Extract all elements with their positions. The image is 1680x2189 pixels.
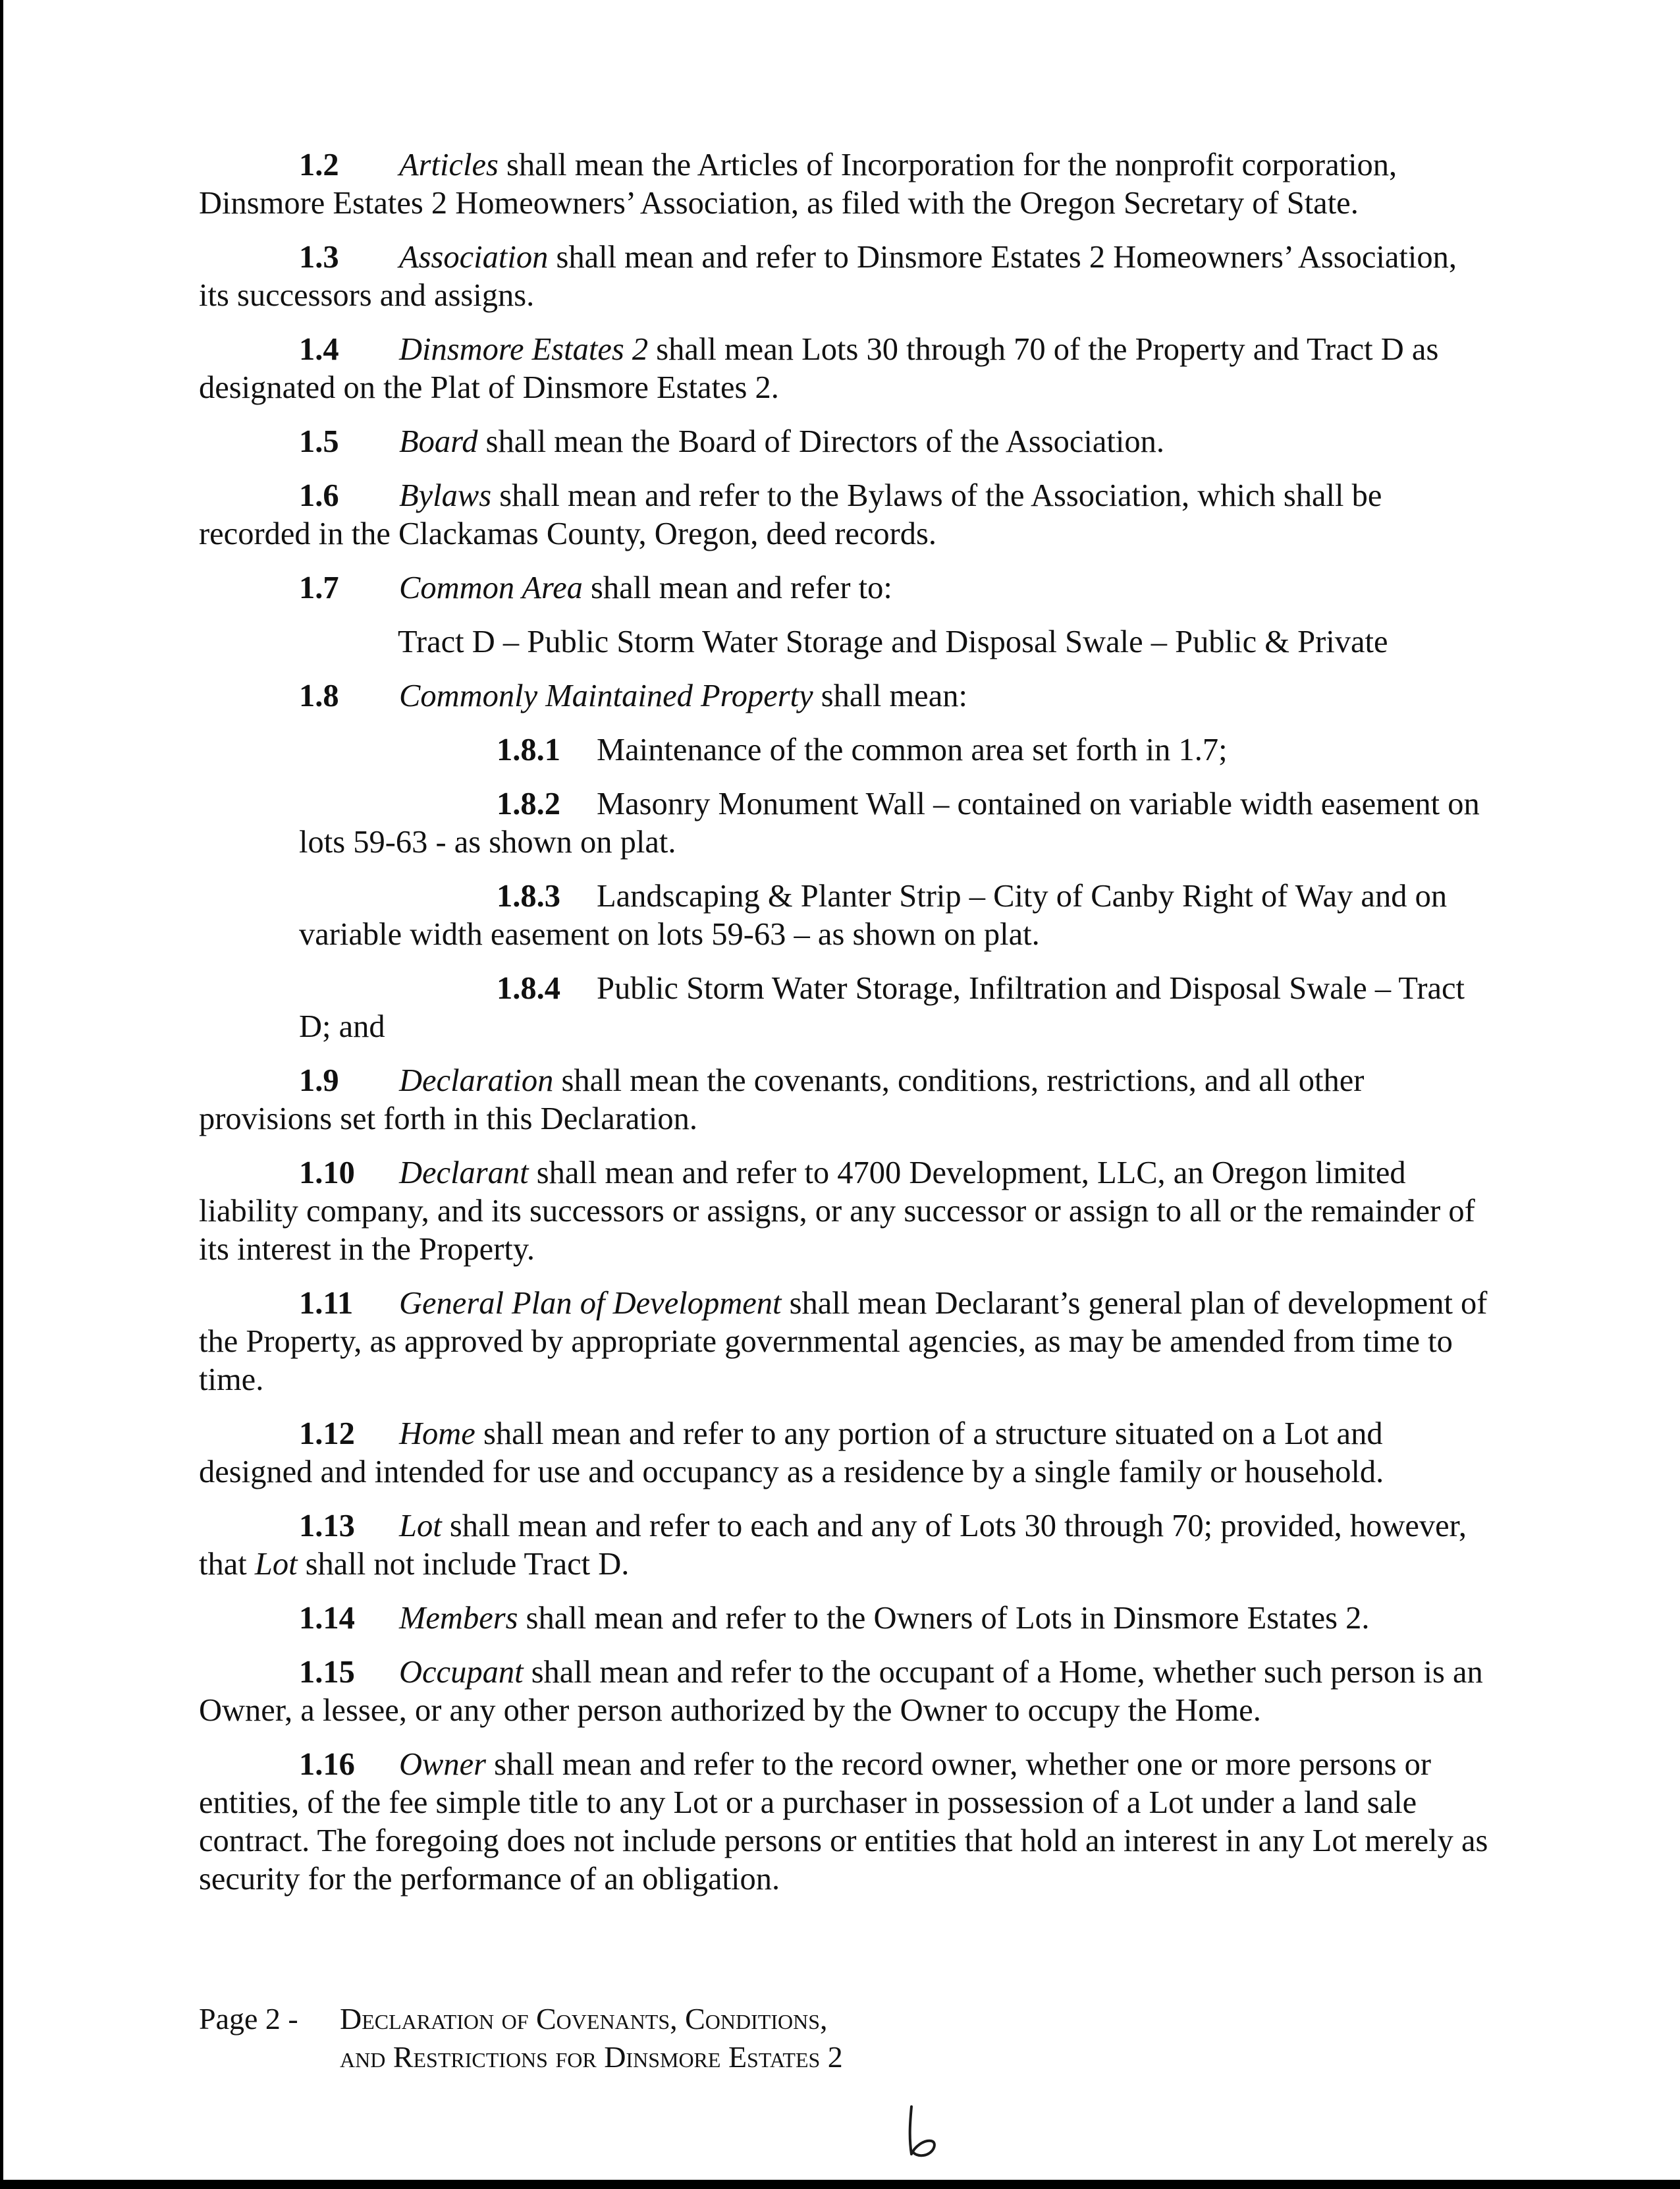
- definition-text: shall mean Lots 30 through 70 of the Property and Tract D as designated on the Plat of Dinsmore Estates 2.: [199, 332, 1439, 405]
- handwritten-initial-mark: [904, 2101, 943, 2161]
- definition-1-16: [199, 1746, 1493, 1898]
- definition-text: shall mean and refer to the record owner, whether one or more persons or entities, of the fee simple title to any Lot or a purchaser in possession of a Lot under a land sale contract. The foregoing does not include persons or entities that hold an interest in any Lot merely as security for the performance of an obligation.: [199, 1747, 1488, 1897]
- defined-term: Owner: [399, 1747, 487, 1782]
- section-number: 1.15: [299, 1655, 355, 1690]
- defined-term: Declarant: [399, 1155, 529, 1190]
- defined-term: Commonly Maintained Property: [399, 679, 813, 713]
- defined-term: Board: [399, 424, 478, 459]
- section-number: 1.6: [299, 478, 339, 513]
- definition-text-cont: shall not include Tract D.: [297, 1547, 630, 1582]
- footer-title-line-2: and Restrictions for Dinsmore Estates 2: [340, 2040, 843, 2074]
- definition-1-10: [199, 1154, 1493, 1269]
- definition-text: shall mean and refer to the Owners of Lots in Dinsmore Estates 2.: [518, 1601, 1370, 1636]
- definition-text: shall mean and refer to 4700 Development, LLC, an Oregon limited liability company, and its successors or assigns, or any successor or assign to all or the remainder of its interest in the Property.: [199, 1155, 1475, 1267]
- definition-1-4: [199, 331, 1493, 407]
- defined-term: Lot: [399, 1509, 442, 1543]
- defined-term: Declaration: [399, 1063, 554, 1098]
- sub-item-text: Landscaping & Planter Strip – City of Canby Right of Way and on variable width easement on lots 59-63 – as shown on plat.: [299, 879, 1448, 952]
- definition-1-5: [199, 423, 1493, 461]
- sub-item-1-8-1: [299, 731, 1493, 769]
- definition-text: shall mean and refer to Dinsmore Estates 2 Homeowners’ Association, its successors and assigns.: [199, 240, 1457, 313]
- defined-term: Dinsmore Estates 2: [399, 332, 649, 367]
- footer-row-2: [199, 2038, 843, 2076]
- definition-text: shall mean the Articles of Incorporation for the nonprofit corporation, Dinsmore Estates 2 Homeowners’ Association, as filed with the Oregon Secretary of State.: [199, 148, 1397, 221]
- definition-1-13: [199, 1507, 1493, 1584]
- sub-section-number: 1.8.1: [497, 733, 560, 767]
- section-number: 1.8: [299, 679, 339, 713]
- section-number: 1.14: [299, 1601, 355, 1636]
- definition-1-6: [199, 477, 1493, 553]
- defined-term: Articles: [399, 148, 499, 182]
- definition-1-7: [199, 569, 1493, 607]
- section-number: 1.11: [299, 1286, 354, 1321]
- sub-item-1-8-2: [299, 785, 1493, 862]
- footer-spacer: [199, 2038, 340, 2076]
- definitions-body: [199, 146, 1493, 1914]
- definition-1-12: [199, 1415, 1493, 1491]
- definition-text: shall mean Declarant’s general plan of development of the Property, as approved by appropriate governmental agencies, as may be amended from time to time.: [199, 1286, 1488, 1397]
- section-number: 1.5: [299, 424, 339, 459]
- definition-1-8: [199, 677, 1493, 715]
- definition-text: shall mean the covenants, conditions, restrictions, and all other provisions set forth in this Declaration.: [199, 1063, 1365, 1136]
- sub-item-text: Masonry Monument Wall – contained on variable width easement on lots 59-63 - as shown on plat.: [299, 787, 1480, 860]
- scan-border-bottom: [0, 2180, 1680, 2189]
- sub-item-1-8-4: [299, 970, 1493, 1046]
- definition-1-3: [199, 238, 1493, 315]
- defined-term: Common Area: [399, 570, 583, 605]
- section-number: 1.10: [299, 1155, 355, 1190]
- defined-term: Bylaws: [399, 478, 492, 513]
- section-number: 1.4: [299, 332, 339, 367]
- section-number: 1.9: [299, 1063, 339, 1098]
- defined-term: Members: [399, 1601, 518, 1636]
- defined-term: Home: [399, 1416, 475, 1451]
- sub-item-text: Public Storm Water Storage, Infiltration and Disposal Swale – Tract D; and: [299, 971, 1465, 1044]
- definition-text: shall mean the Board of Directors of the Association.: [477, 424, 1164, 459]
- section-number: 1.13: [299, 1509, 355, 1543]
- sub-section-number: 1.8.3: [497, 879, 560, 914]
- section-number: 1.7: [299, 570, 339, 605]
- definition-1-2: [199, 146, 1493, 223]
- scan-border-left: [0, 0, 3, 2189]
- definition-1-15: [199, 1653, 1493, 1730]
- page-footer: [199, 2000, 843, 2076]
- section-number: 1.3: [299, 240, 339, 275]
- sub-item-text: Maintenance of the common area set forth in 1.7;: [597, 733, 1228, 767]
- defined-term: Association: [399, 240, 549, 275]
- definition-text: shall mean and refer to any portion of a structure situated on a Lot and designed and intended for use and occupancy as a residence by a single family or household.: [199, 1416, 1384, 1489]
- section-number: 1.2: [299, 148, 339, 182]
- definition-text: shall mean and refer to:: [582, 570, 892, 605]
- definition-text: shall mean and refer to the Bylaws of the Association, which shall be recorded in the Clackamas County, Oregon, deed records.: [199, 478, 1382, 551]
- section-number: 1.12: [299, 1416, 355, 1451]
- sub-section-number: 1.8.2: [497, 787, 560, 821]
- definition-1-11: [199, 1285, 1493, 1399]
- definition-text: shall mean:: [813, 679, 967, 713]
- section-number: 1.16: [299, 1747, 355, 1782]
- definition-text: shall mean and refer to each and any of Lots 30 through 70; provided, however, that: [199, 1509, 1467, 1582]
- defined-term: General Plan of Development: [399, 1286, 782, 1321]
- definition-1-9: [199, 1062, 1493, 1138]
- defined-term: Occupant: [399, 1655, 524, 1690]
- footer-title-line-1: Declaration of Covenants, Conditions,: [340, 2002, 828, 2036]
- sub-section-number: 1.8.4: [497, 971, 560, 1006]
- definition-text: shall mean and refer to the occupant of a Home, whether such person is an Owner, a lessee, or any other person authorized by the Owner to occupy the Home.: [199, 1655, 1483, 1728]
- definition-1-14: [199, 1599, 1493, 1638]
- common-area-item: Tract D – Public Storm Water Storage and Disposal Swale – Public & Private: [398, 624, 1388, 659]
- defined-term-repeat: Lot: [254, 1547, 298, 1582]
- footer-row-1: [199, 2000, 843, 2038]
- sub-item-1-8-3: [299, 877, 1493, 954]
- footer-page-label: Page 2 -: [199, 2002, 298, 2036]
